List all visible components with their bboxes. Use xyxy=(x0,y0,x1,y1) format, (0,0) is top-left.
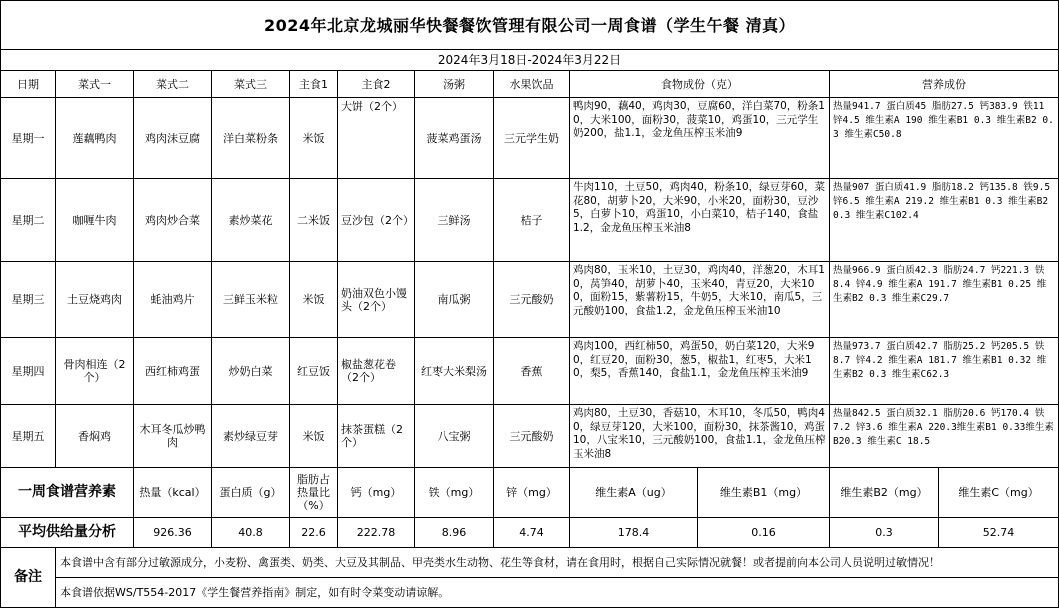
fruit-cell: 桔子 xyxy=(494,179,570,262)
notes-row-1 xyxy=(1,548,1059,578)
day-row-thu xyxy=(1,338,1059,405)
soup-cell: 八宝粥 xyxy=(415,405,494,468)
nutrition-cell: 热量842.5 蛋白质32.1 脂肪20.6 钙170.4 铁7.2 锌3.6 维生素A 220.3维生素B1 0.33维生素B20.3 维生素C 18.5 xyxy=(830,405,1059,468)
dish2-cell: 蚝油鸡片 xyxy=(134,262,212,338)
staple1-cell: 米饭 xyxy=(290,405,338,468)
header-staple2: 主食2 xyxy=(338,71,415,98)
dish3-cell: 炒奶白菜 xyxy=(212,338,290,405)
nutrition-cell: 热量907 蛋白质41.9 脂肪18.2 钙135.8 铁9.5 锌6.5 维生素A 219.2 维生素B1 0.3 维生素B2 0.3 维生素C102.4 xyxy=(830,179,1059,262)
staple2-cell: 椒盐葱花卷（2个） xyxy=(338,338,415,405)
header-nutrition: 营养成份 xyxy=(830,71,1059,98)
day-label: 星期一 xyxy=(1,98,56,179)
staple1-cell: 米饭 xyxy=(290,98,338,179)
header-dish1: 菜式一 xyxy=(56,71,134,98)
summary-col-name: 维生素C（mg） xyxy=(939,468,1059,518)
day-label: 星期三 xyxy=(1,262,56,338)
soup-cell: 南瓜粥 xyxy=(415,262,494,338)
dish2-cell: 鸡肉沫豆腐 xyxy=(134,98,212,179)
soup-cell: 菠菜鸡蛋汤 xyxy=(415,98,494,179)
header-ingredients: 食物成份（克） xyxy=(570,71,830,98)
day-row-tue xyxy=(1,179,1059,262)
dish1-cell: 香焖鸡 xyxy=(56,405,134,468)
summary-value: 0.16 xyxy=(698,518,830,548)
summary-col-name: 锌（mg） xyxy=(494,468,570,518)
header-dish2: 菜式二 xyxy=(134,71,212,98)
ingredients-cell: 鸭肉90，藕40，鸡肉30，豆腐60，洋白菜70，粉条10，大米100，面粉30，菠菜10，鸡蛋10，三元学生奶200，盐1.1，金龙鱼压榨玉米油9 xyxy=(570,98,830,179)
ingredients-cell: 牛肉110，土豆50，鸡肉40，粉条10，绿豆芽60，菜花80，胡萝卜20，大米90，小米20，面粉30，豆沙5，白萝卜10，鸡蛋10，小白菜10，桔子140，食盐1.2，金龙鱼压榨玉米油8 xyxy=(570,179,830,262)
summary-value: 926.36 xyxy=(134,518,212,548)
summary-value: 40.8 xyxy=(212,518,290,548)
summary-value: 22.6 xyxy=(290,518,338,548)
summary-label: 一周食谱营养素 xyxy=(1,468,134,518)
summary-col-name: 钙（mg） xyxy=(338,468,415,518)
staple2-cell: 大饼（2个） xyxy=(338,98,415,179)
dish3-cell: 素炒菜花 xyxy=(212,179,290,262)
header-soup: 汤粥 xyxy=(415,71,494,98)
dish2-cell: 木耳冬瓜炒鸭肉 xyxy=(134,405,212,468)
ingredients-cell: 鸡肉80，玉米10，土豆30，鸡肉40，洋葱20，木耳10，莴笋40，胡萝卜40，玉米40，青豆20，大米100，面粉15，紫薯粉15，牛奶5，大米10，南瓜5，三元酸奶100，食盐1.2，金龙鱼压榨玉米油10 xyxy=(570,262,830,338)
header-fruit: 水果饮品 xyxy=(494,71,570,98)
summary-value: 0.3 xyxy=(830,518,939,548)
summary-col-name: 脂肪占热量比（%） xyxy=(290,468,338,518)
soup-cell: 三鲜汤 xyxy=(415,179,494,262)
nutrition-cell: 热量973.7 蛋白质42.7 脂肪25.2 钙205.5 铁8.7 锌4.2 维生素A 181.7 维生素B1 0.32 维生素B2 0.3 维生素C62.3 xyxy=(830,338,1059,405)
summary-value: 52.74 xyxy=(939,518,1059,548)
header-row xyxy=(1,71,1059,98)
dish1-cell: 莲藕鸭肉 xyxy=(56,98,134,179)
header-staple1: 主食1 xyxy=(290,71,338,98)
summary-col-name: 维生素A（ug） xyxy=(570,468,698,518)
soup-cell: 红枣大米梨汤 xyxy=(415,338,494,405)
dish1-cell: 土豆烧鸡肉 xyxy=(56,262,134,338)
staple1-cell: 米饭 xyxy=(290,262,338,338)
day-row-fri xyxy=(1,405,1059,468)
dish1-cell: 骨肉相连（2个） xyxy=(56,338,134,405)
dish3-cell: 三鲜玉米粒 xyxy=(212,262,290,338)
fruit-cell: 三元酸奶 xyxy=(494,262,570,338)
date-range: 2024年3月18日-2024年3月22日 xyxy=(1,50,1059,71)
summary-value: 222.78 xyxy=(338,518,415,548)
dish2-cell: 鸡肉炒合菜 xyxy=(134,179,212,262)
summary-col-name: 铁（mg） xyxy=(415,468,494,518)
notes-label: 备注 xyxy=(1,548,56,608)
staple1-cell: 红豆饭 xyxy=(290,338,338,405)
header-dish3: 菜式三 xyxy=(212,71,290,98)
staple2-cell: 奶油双色小馒头（2个） xyxy=(338,262,415,338)
page-title: 2024年北京龙城丽华快餐餐饮管理有限公司一周食谱（学生午餐 清真） xyxy=(1,1,1059,50)
staple2-cell: 豆沙包（2个） xyxy=(338,179,415,262)
nutrition-cell: 热量966.9 蛋白质42.3 脂肪24.7 钙221.3 铁8.4 锌4.9 维生素A 191.7 维生素B1 0.25 维生素B2 0.3 维生素C29.7 xyxy=(830,262,1059,338)
dish2-cell: 西红柿鸡蛋 xyxy=(134,338,212,405)
notes-line-2: 本食谱依据WS/T554-2017《学生餐营养指南》制定，如有时令菜变动请谅解。 xyxy=(56,578,1059,608)
summary-value: 178.4 xyxy=(570,518,698,548)
summary-header-row xyxy=(1,468,1059,518)
fruit-cell: 三元酸奶 xyxy=(494,405,570,468)
dish1-cell: 咖喱牛肉 xyxy=(56,179,134,262)
day-label: 星期二 xyxy=(1,179,56,262)
fruit-cell: 三元学生奶 xyxy=(494,98,570,179)
dish3-cell: 洋白菜粉条 xyxy=(212,98,290,179)
ingredients-cell: 鸡肉80，土豆30，香菇10，木耳10，冬瓜50，鸭肉40，绿豆芽120，大米100，面粉30，抹茶酱10，鸡蛋10，八宝米10，三元酸奶100，食盐1.1，金龙鱼压榨玉米油8 xyxy=(570,405,830,468)
summary-value: 8.96 xyxy=(415,518,494,548)
day-row-wed xyxy=(1,262,1059,338)
staple2-cell: 抹茶蛋糕（2个） xyxy=(338,405,415,468)
day-label: 星期五 xyxy=(1,405,56,468)
notes-line-1: 本食谱中含有部分过敏源成分，小麦粉、禽蛋类、奶类、大豆及其制品、甲壳类水生动物、花生等食材，请在食用时，根据自己实际情况就餐！或者提前向本公司人员说明过敏情况！ xyxy=(56,548,1059,578)
ingredients-cell: 鸡肉100，西红柿50，鸡蛋50，奶白菜120，大米90，红豆20，面粉30，葱5，椒盐1，红枣5，大米10，梨5，香蕉140，食盐1.1，金龙鱼压榨玉米油9 xyxy=(570,338,830,405)
summary-col-name: 热量（kcal） xyxy=(134,468,212,518)
summary-col-name: 维生素B2（mg） xyxy=(830,468,939,518)
header-date: 日期 xyxy=(1,71,56,98)
staple1-cell: 二米饭 xyxy=(290,179,338,262)
day-label: 星期四 xyxy=(1,338,56,405)
summary-value: 4.74 xyxy=(494,518,570,548)
avg-label: 平均供给量分析 xyxy=(1,518,134,548)
nutrition-cell: 热量941.7 蛋白质45 脂肪27.5 钙383.9 铁11 锌4.5 维生素A 190 维生素B1 0.3 维生素B2 0.3 维生素C50.8 xyxy=(830,98,1059,179)
summary-col-name: 蛋白质（g） xyxy=(212,468,290,518)
notes-row-2 xyxy=(1,578,1059,608)
day-row-mon xyxy=(1,98,1059,179)
summary-col-name: 维生素B1（mg） xyxy=(698,468,830,518)
dish3-cell: 素炒绿豆芽 xyxy=(212,405,290,468)
summary-value-row xyxy=(1,518,1059,548)
fruit-cell: 香蕉 xyxy=(494,338,570,405)
